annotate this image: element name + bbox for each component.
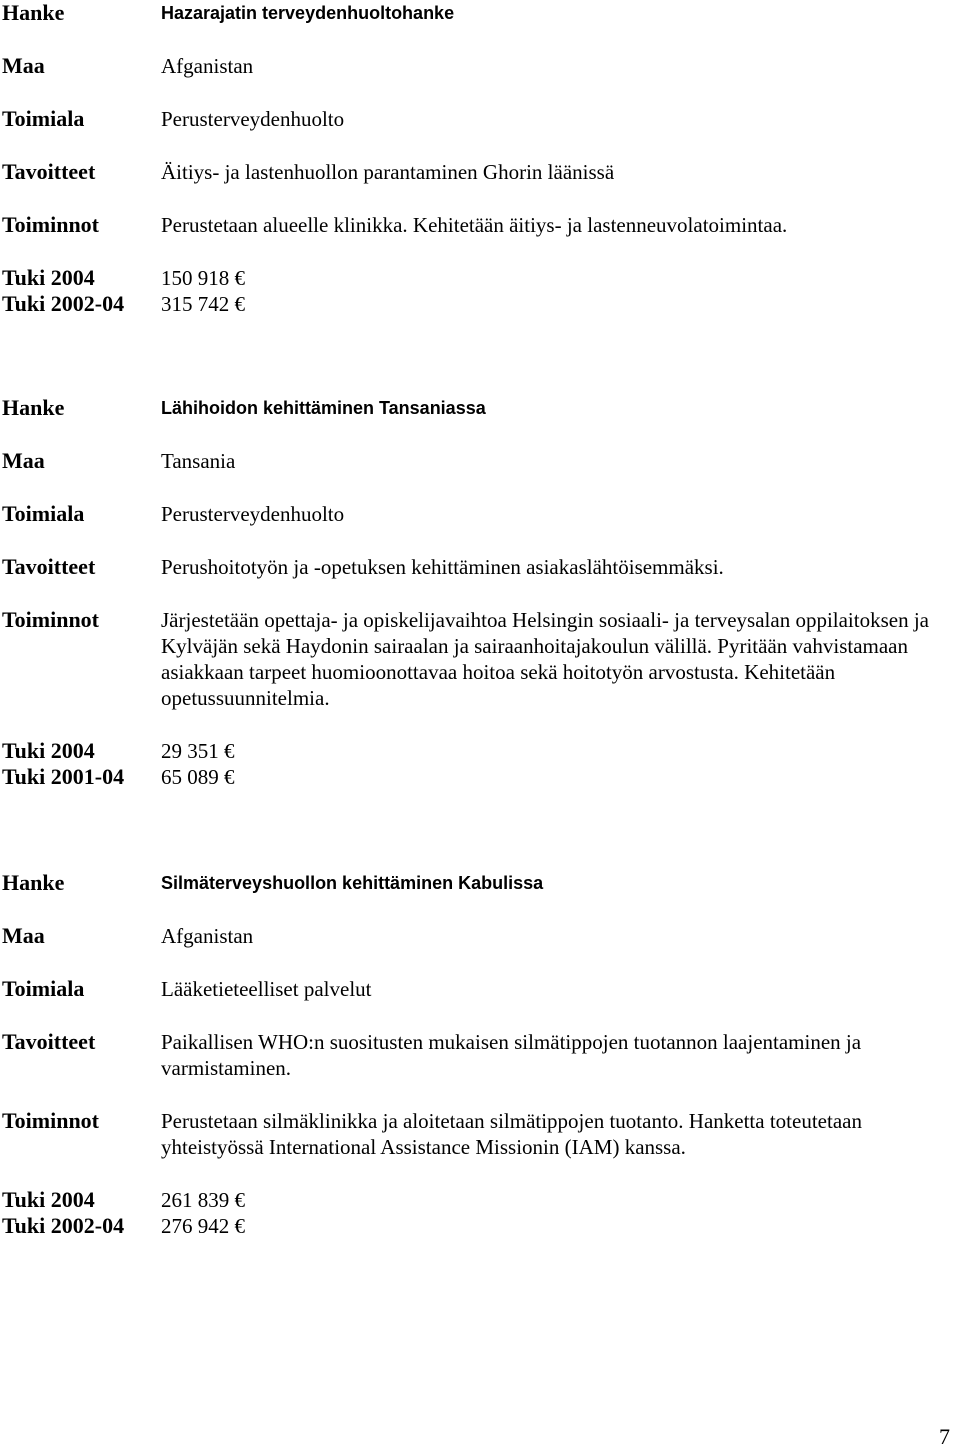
project-block-1 (2, 0, 932, 317)
sector-value: Lääketieteelliset palvelut (161, 977, 372, 1001)
support-row (2, 265, 932, 291)
activities-value: Järjestetään opettaja- ja opiskelijavaihtoa Helsingin sosiaali- ja terveysalan oppilaitoksen ja Kylväjän sekä Haydonin sairaalan ja sairaanhoitajakoulun välillä. Pyritään vahvistamaan asiakkaan tarpeet huomioonottavaa hoitoa sekä hoitotyön arvostusta. Kehitetään opetussuunnitelmia. (161, 608, 929, 710)
toiminnot-label: Toiminnot (2, 607, 100, 632)
support-amount: 65 089 € (161, 765, 235, 789)
project-title-row (2, 870, 932, 896)
country-row (2, 448, 932, 474)
sector-value: Perusterveydenhuolto (161, 107, 345, 131)
toiminnot-label: Toiminnot (2, 1108, 100, 1133)
support-row (2, 738, 932, 764)
hanke-label: Hanke (2, 395, 65, 420)
project-title-row (2, 395, 932, 421)
support-amount: 29 351 € (161, 739, 235, 763)
toimiala-label: Toimiala (2, 976, 85, 1001)
support-row (2, 291, 932, 317)
support-row (2, 1187, 932, 1213)
maa-label: Maa (2, 448, 45, 473)
country-value: Afganistan (161, 924, 254, 948)
country-row (2, 53, 932, 79)
support-row (2, 1213, 932, 1239)
project-title: Lähihoidon kehittäminen Tansaniassa (161, 398, 486, 418)
project-block-2 (2, 395, 932, 790)
support-amount: 150 918 € (161, 266, 245, 290)
country-row (2, 923, 932, 949)
tavoitteet-label: Tavoitteet (2, 159, 96, 184)
sector-row (2, 501, 932, 527)
project-block-3 (2, 870, 932, 1239)
goals-row (2, 1029, 932, 1081)
sector-value: Perusterveydenhuolto (161, 502, 345, 526)
hanke-label: Hanke (2, 870, 65, 895)
activities-value: Perustetaan alueelle klinikka. Kehitetään äitiys- ja lastenneuvolatoimintaa. (161, 213, 788, 237)
support-label: Tuki 2001-04 (2, 764, 125, 789)
support-amount: 276 942 € (161, 1214, 245, 1238)
support-row (2, 764, 932, 790)
goals-row (2, 159, 932, 185)
activities-value: Perustetaan silmäklinikka ja aloitetaan silmätippojen tuotanto. Hanketta toteutetaan yhteistyössä International Assistance Missionin (IAM) kanssa. (161, 1109, 862, 1159)
country-value: Tansania (161, 449, 236, 473)
sector-row (2, 106, 932, 132)
goals-row (2, 554, 932, 580)
tavoitteet-label: Tavoitteet (2, 554, 96, 579)
project-title-row (2, 0, 932, 26)
goals-value: Perushoitotyön ja -opetuksen kehittäminen asiakaslähtöisemmäksi. (161, 555, 724, 579)
goals-value: Paikallisen WHO:n suositusten mukaisen silmätippojen tuotannon laajentaminen ja varmistaminen. (161, 1030, 862, 1080)
activities-row (2, 1108, 932, 1160)
country-value: Afganistan (161, 54, 254, 78)
support-amount: 315 742 € (161, 292, 245, 316)
toimiala-label: Toimiala (2, 501, 85, 526)
tavoitteet-label: Tavoitteet (2, 1029, 96, 1054)
maa-label: Maa (2, 923, 45, 948)
toimiala-label: Toimiala (2, 106, 85, 131)
activities-row (2, 607, 932, 711)
maa-label: Maa (2, 53, 45, 78)
support-label: Tuki 2004 (2, 738, 95, 763)
support-amount: 261 839 € (161, 1188, 245, 1212)
project-title: Hazarajatin terveydenhuoltohanke (161, 3, 455, 23)
page-number: 7 (939, 1424, 950, 1449)
support-label: Tuki 2002-04 (2, 291, 125, 316)
project-title: Silmäterveyshuollon kehittäminen Kabulissa (161, 873, 544, 893)
hanke-label: Hanke (2, 0, 65, 25)
toiminnot-label: Toiminnot (2, 212, 100, 237)
support-label: Tuki 2004 (2, 265, 95, 290)
goals-value: Äitiys- ja lastenhuollon parantaminen Ghorin läänissä (161, 160, 615, 184)
support-label: Tuki 2002-04 (2, 1213, 125, 1238)
activities-row (2, 212, 932, 238)
support-label: Tuki 2004 (2, 1187, 95, 1212)
sector-row (2, 976, 932, 1002)
